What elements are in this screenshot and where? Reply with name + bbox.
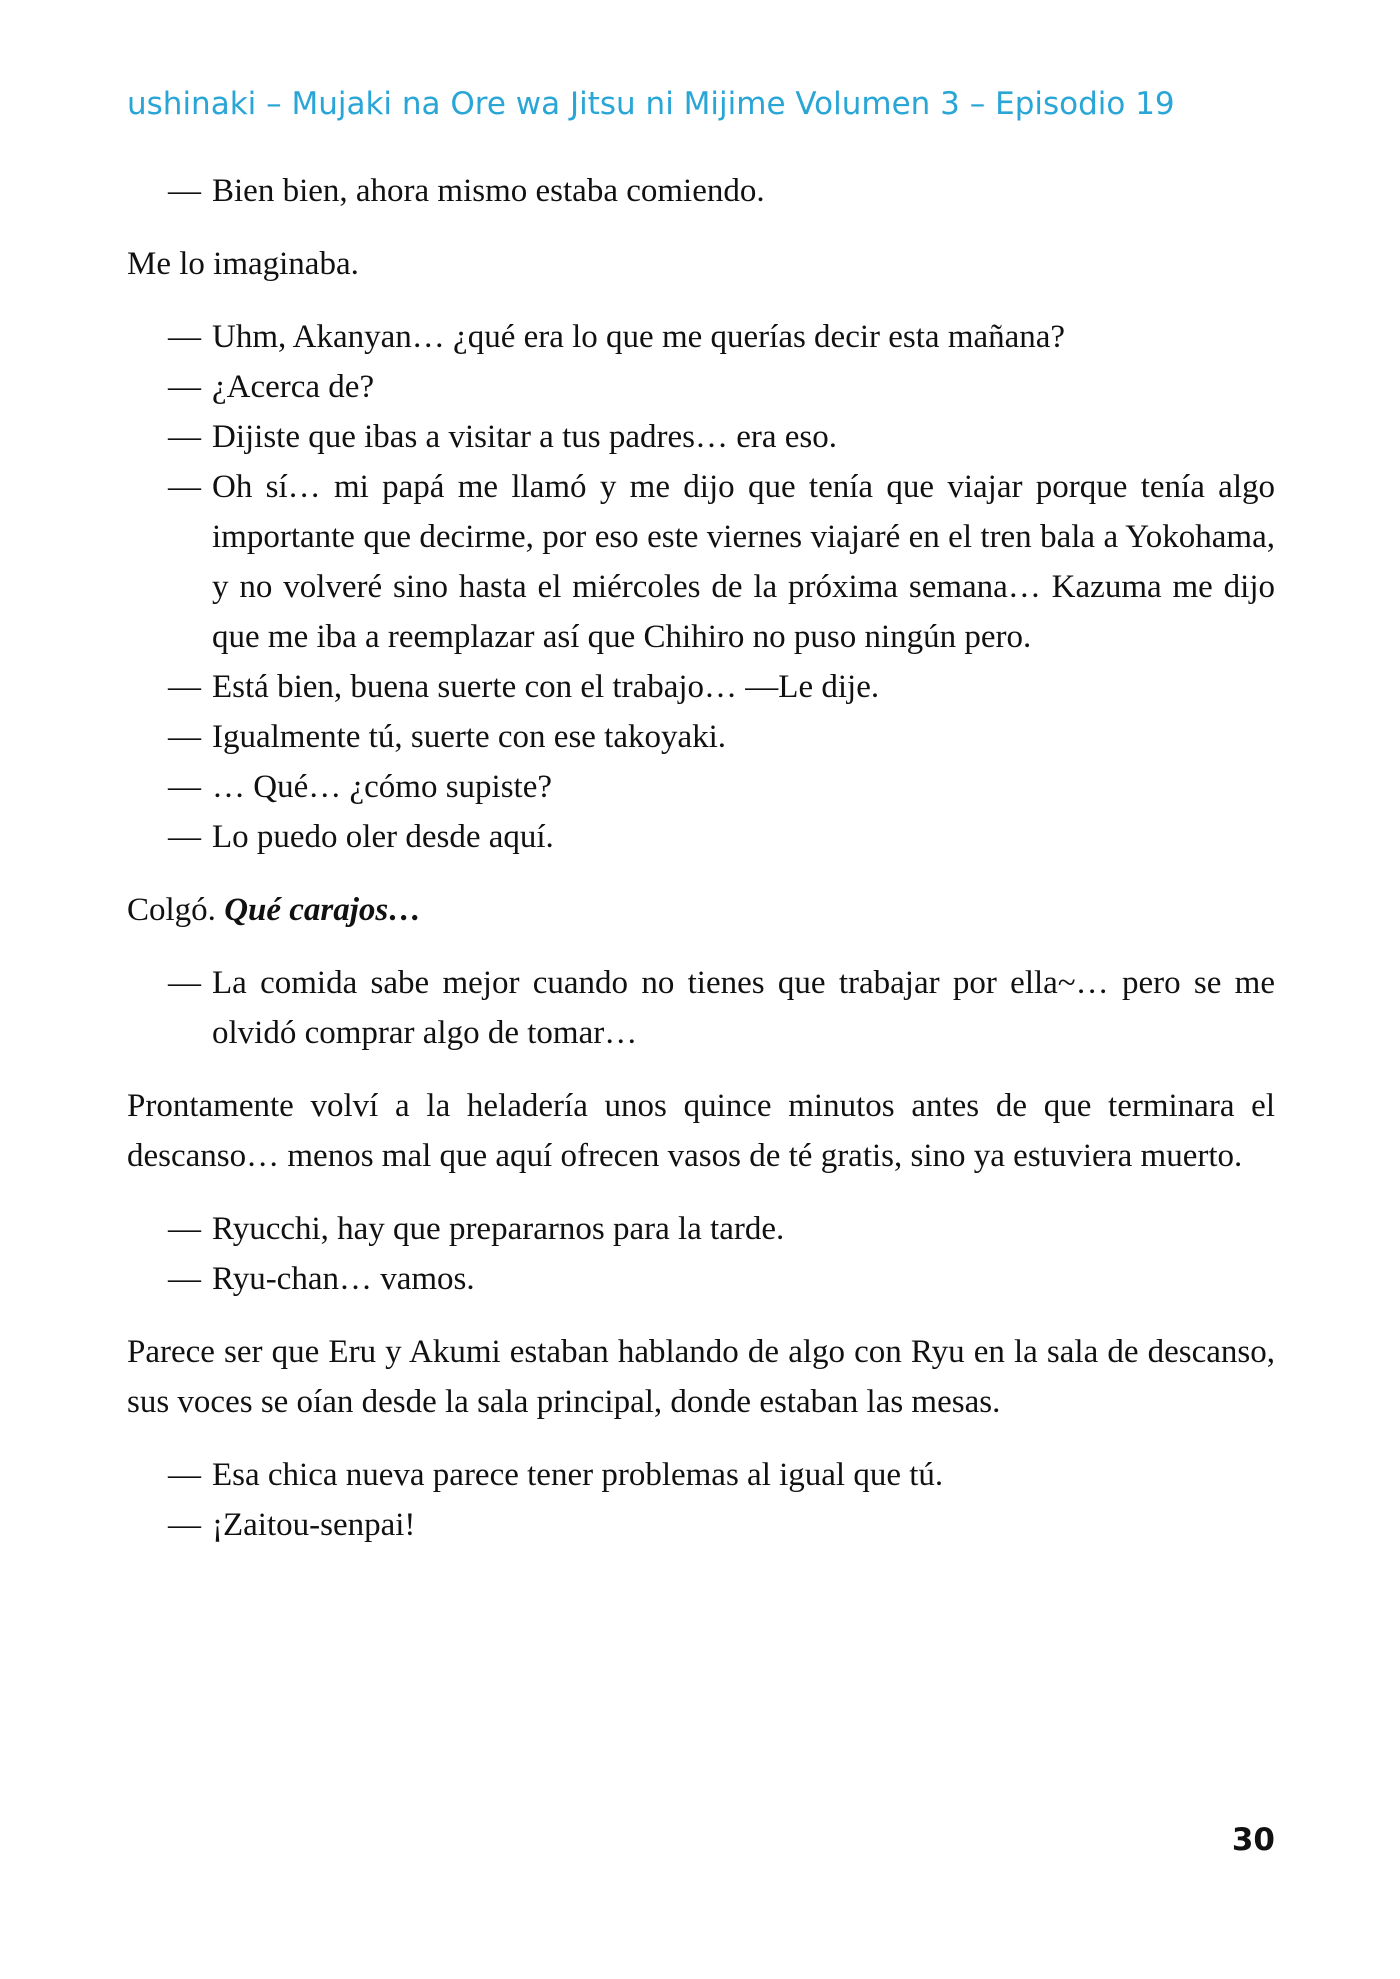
dialogue-dash: — xyxy=(168,1507,201,1543)
dialogue-text: Esa chica nueva parece tener problemas al igual que tú. xyxy=(212,1457,944,1493)
narration-paragraph: Parece ser que Eru y Akumi estaban hablando de algo con Ryu en la sala de descanso, sus voces se oían desde la sala principal, donde estaban las mesas. xyxy=(127,1334,1275,1420)
dialogue-text: La comida sabe mejor cuando no tienes que trabajar por ella~… pero se me olvidó comprar algo de tomar… xyxy=(212,965,1275,1051)
dialogue-text: Ryucchi, hay que prepararnos para la tarde. xyxy=(212,1211,785,1247)
dialogue-text: ¡Zaitou-senpai! xyxy=(212,1507,416,1543)
dialogue-text: ¿Acerca de? xyxy=(212,369,375,405)
dialogue-dash: — xyxy=(168,469,201,505)
dialogue-dash: — xyxy=(168,419,201,455)
dialogue-line xyxy=(127,166,1275,216)
dialogue-line xyxy=(127,662,1275,712)
dialogue-line xyxy=(127,1204,1275,1254)
dialogue-line xyxy=(127,762,1275,812)
dialogue-text: Lo puedo oler desde aquí. xyxy=(212,819,554,855)
narration-text: Colgó. xyxy=(127,892,216,928)
narration-paragraph: Prontamente volví a la heladería unos quince minutos antes de que terminara el descanso… menos mal que aquí ofrecen vasos de té gratis, sino ya estuviera muerto. xyxy=(127,1088,1275,1174)
dialogue-line xyxy=(127,1450,1275,1500)
dialogue-line xyxy=(127,412,1275,462)
dialogue-line xyxy=(127,1500,1275,1550)
dialogue-text: … Qué… ¿cómo supiste? xyxy=(212,769,553,805)
dialogue-dash: — xyxy=(168,369,201,405)
dialogue-line xyxy=(127,312,1275,362)
dialogue-dash: — xyxy=(168,1261,201,1297)
dialogue-text: Dijiste que ibas a visitar a tus padres… era eso. xyxy=(212,419,837,455)
dialogue-line xyxy=(127,812,1275,862)
dialogue-text: Igualmente tú, suerte con ese takoyaki. xyxy=(212,719,727,755)
dialogue-dash: — xyxy=(168,173,201,209)
dialogue-dash: — xyxy=(168,319,201,355)
dialogue-text: Bien bien, ahora mismo estaba comiendo. xyxy=(212,173,765,209)
page-number: 30 xyxy=(1231,1822,1275,1858)
dialogue-line xyxy=(127,462,1275,662)
dialogue-dash: — xyxy=(168,965,201,1001)
dialogue-text: Uhm, Akanyan… ¿qué era lo que me querías decir esta mañana? xyxy=(212,319,1066,355)
dialogue-dash: — xyxy=(168,769,201,805)
emphasized-thought: Qué carajos… xyxy=(224,892,422,928)
dialogue-text: Oh sí… mi papá me llamó y me dijo que tenía que viajar porque tenía algo importante que decirme, por eso este viernes viajaré en el tren bala a Yokohama, y no volveré sino hasta el miércoles de la próxima semana… Kazuma me dijo que me iba a reemplazar así que Chihiro no puso ningún pero. xyxy=(212,469,1275,655)
dialogue-dash: — xyxy=(168,1211,201,1247)
dialogue-text: Está bien, buena suerte con el trabajo… —Le dije. xyxy=(212,669,880,705)
dialogue-text: Ryu-chan… vamos. xyxy=(212,1261,475,1297)
dialogue-line xyxy=(127,1254,1275,1304)
dialogue-line xyxy=(127,712,1275,762)
dialogue-line xyxy=(127,362,1275,412)
dialogue-dash: — xyxy=(168,669,201,705)
page-body xyxy=(127,166,1275,1550)
dialogue-dash: — xyxy=(168,1457,201,1493)
narration-paragraph: Me lo imaginaba. xyxy=(127,246,359,282)
page-header-title: ushinaki – Mujaki na Ore wa Jitsu ni Mijime Volumen 3 – Episodio 19 xyxy=(127,86,1175,122)
dialogue-line xyxy=(127,958,1275,1058)
narration-paragraph xyxy=(127,885,1275,935)
dialogue-dash: — xyxy=(168,719,201,755)
dialogue-dash: — xyxy=(168,819,201,855)
